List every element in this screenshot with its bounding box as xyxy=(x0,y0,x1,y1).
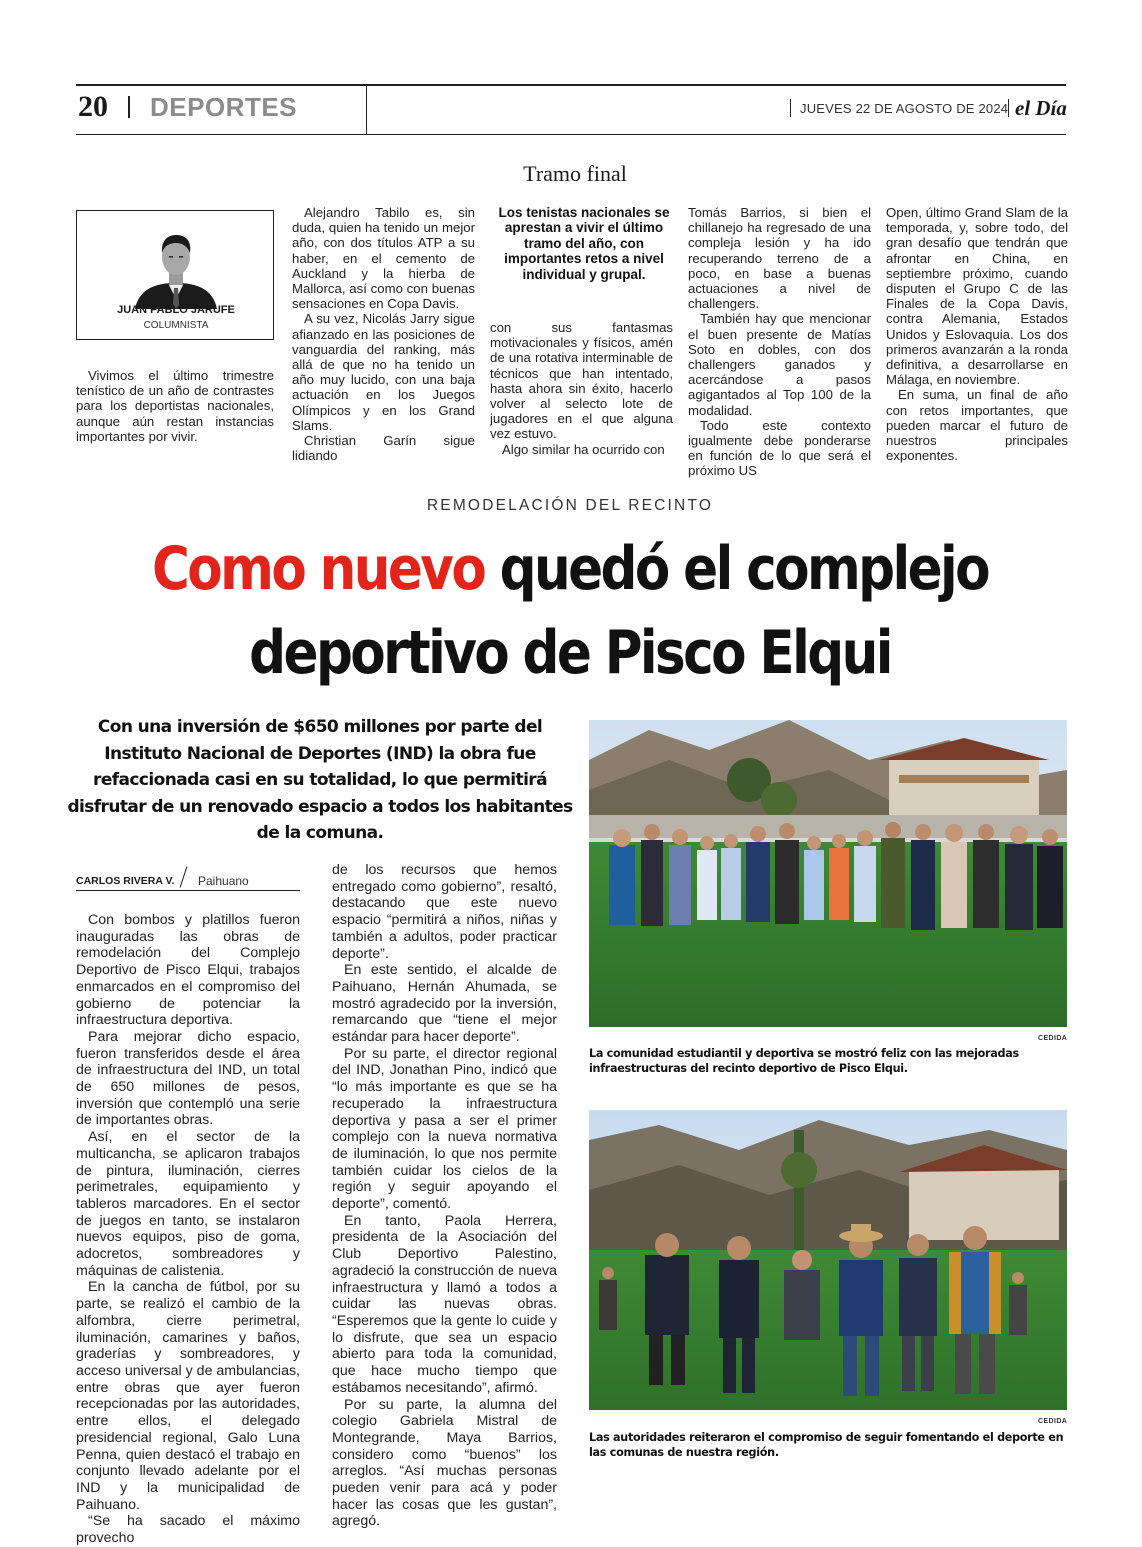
masthead-divider xyxy=(1008,99,1009,117)
header-top-rule xyxy=(76,84,1066,86)
story-headline xyxy=(106,527,1035,695)
column-text-col-2 xyxy=(292,205,475,463)
headline-text: quedó el complejo xyxy=(484,534,989,604)
column-paragraph: Christian Garín sigue lidiando xyxy=(292,433,475,464)
photo-group-students-image xyxy=(589,720,1067,1027)
section-name: DEPORTES xyxy=(150,92,298,122)
columnist-name: JUAN PABLO JARUFE xyxy=(117,304,235,316)
column-text-col-3 xyxy=(490,320,673,457)
column-intro xyxy=(76,368,274,444)
story-column-1 xyxy=(76,912,300,1547)
page-number-divider xyxy=(128,96,130,118)
column-text-col-5 xyxy=(886,205,1068,463)
column-paragraph: Todo este contexto igualmente debe ponderarse en función de lo que será el próximo US xyxy=(688,417,871,479)
header-bottom-rule xyxy=(76,134,1066,135)
story-paragraph: de los recursos que hemos entregado como gobierno”, resaltó, destacando que este nuevo espacio “permitirá a niños, niñas y también a adultos, poder practicar deporte”. xyxy=(332,862,557,962)
story-paragraph: “Se ha sacado el máximo provecho xyxy=(76,1513,300,1547)
column-paragraph: Alejandro Tabilo es, sin duda, quien ha tenido un mejor año, con dos títulos ATP a su haber, en el cemento de Auckland y la hierba de Mallorca, así como con buenas sensaciones en Copa Davis. xyxy=(292,205,475,312)
columnist-box xyxy=(76,210,274,340)
photo-1-caption: La comunidad estudiantil y deportiva se mostró feliz con las mejoradas infraestructuras del recinto deportivo de Pisco Elqui. xyxy=(589,1047,1019,1075)
byline-location: Paihuano xyxy=(198,874,249,888)
issue-date: JUEVES 22 DE AGOSTO DE 2024 xyxy=(800,101,1009,116)
photo-group-students xyxy=(589,720,1067,1027)
column-paragraph: A su vez, Nicolás Jarry sigue afianzado en las posiciones de vanguardia del ranking, más allá de que no ha tenido un año muy lucido, con una baja actuación en los Juegos Olímpicos y en los Grand Slams. xyxy=(292,311,475,433)
column-intro-paragraph: Vivimos el último trimestre tenístico de un año de contrastes para los deportistas nacionales, aunque aún restan instancias importantes por vivir. xyxy=(76,368,274,444)
story-column-2 xyxy=(332,862,557,1530)
story-paragraph: Por su parte, el director regional del IND, Jonathan Pino, indicó que “lo más importante es que se ha recuperado la infraestructura deportiva y pasa a ser el primer complejo con la nueva normativa de iluminación, lo que nos permite también cuidar los cielos de la región y seguir apoyando el deporte”, comentó. xyxy=(332,1045,557,1213)
date-divider xyxy=(790,99,791,117)
story-paragraph: Con bombos y platillos fueron inauguradas las obras de remodelación del Complejo Deportivo de Pisco Elqui, trabajos enmarcados en el compromiso del gobierno de potenciar la infraestructura deportiva. xyxy=(76,912,300,1029)
story-paragraph: En tanto, Paola Herrera, presidenta de la Asociación del Club Deportivo Palestino, agradeció la construcción de nueva infraestructura y llamó a todos a cuidar las nuevas obras. “Esperemos que la gente lo cuide y lo disfrute, que sea un espacio abierto para toda la comunidad, que hace mucho tiempo que estábamos necesitando”, afirmó. xyxy=(332,1212,557,1396)
story-kicker: REMODELACIÓN DEL RECINTO xyxy=(426,497,714,514)
columnist-portrait xyxy=(131,225,221,309)
header-vertical-rule xyxy=(366,84,367,134)
column-paragraph: con sus fantasmas motivacionales y físicos, amén de una rotativa interminable de técnicos que han intentado, hasta ahora sin éxito, hacerlo volver al selecto lote de jugadores en el que alguna vez estuvo. xyxy=(490,320,673,442)
photo-2-caption: Las autoridades reiteraron el compromiso de seguir fomentando el deporte en las comunas de nuestra región. xyxy=(589,1431,1064,1459)
byline-author: CARLOS RIVERA V. xyxy=(76,875,175,887)
story-paragraph: En la cancha de fútbol, por su parte, se realizó el cambio de la alfombra, cierre perimetral, iluminación, camarines y baños, graderías y sombreadores, y acceso universal y de ambulancias, entre obras que ayer fueron recepcionadas por las autoridades, entre ellos, el delegado presidencial regional, Galo Luna Penna, quien destacó el trabajo en conjunto llevado adelante por el IND y la municipalidad de Paihuano. xyxy=(76,1279,300,1513)
story-paragraph: Así, en el sector de la multicancha, se aplicaron trabajos de pintura, iluminación, cierres perimetrales, equipamiento y tableros marcadores. En el sector de juegos en tanto, se instalaron nuevos equipos, piso de goma, adocretos, sombreadores y máquinas de calistenia. xyxy=(76,1129,300,1279)
headline-line-1 xyxy=(106,527,1035,611)
column-kicker: Tramo final xyxy=(523,161,627,186)
photo-1-credit: CEDIDA xyxy=(1038,1035,1068,1042)
column-paragraph: Open, último Grand Slam de la temporada, y, sobre todo, del gran desafío que tendrán que afrontar en China, en septiembre próximo, cuando disputen el Grupo C de las Finales de la Copa Davis, contra Alemania, Estados Unidos y Eslovaquia. Los dos primeros avanzarán a la ronda definitiva, a desarrollarse en Málaga, en noviembre. xyxy=(886,205,1068,388)
columnist-role: COLUMNISTA xyxy=(143,320,209,331)
photo-authorities xyxy=(589,1110,1067,1410)
story-paragraph: Por su parte, la alumna del colegio Gabriela Mistral de Montegrande, Maya Barrios, considero como “buenos” los arreglos. “Así muchas personas pueden venir para acá y poder hacer las cosas que les gustan”, agregó. xyxy=(332,1396,557,1530)
headline-highlight: Como nuevo xyxy=(151,534,485,604)
story-paragraph: En este sentido, el alcalde de Paihuano, Hernán Ahumada, se mostró agradecido por la inversión, remarcando que “tiene el mejor estándar para hacer deporte”. xyxy=(332,962,557,1046)
column-paragraph: En suma, un final de año con retos importantes, que pueden marcar el futuro de nuestros principales exponentes. xyxy=(886,387,1068,464)
column-text-col-4 xyxy=(688,205,871,479)
byline-separator xyxy=(180,866,188,887)
newspaper-logo: el Día xyxy=(1015,96,1067,120)
photo-2-credit: CEDIDA xyxy=(1038,1418,1068,1425)
column-deck: Los tenistas nacionales se aprestan a vivir el último tramo del año, con importantes retos a nivel individual y grupal. xyxy=(498,205,670,282)
column-paragraph: También hay que mencionar el buen presente de Matías Soto en dobles, con dos challengers ganados y acercándose a pasos agigantados al Top 100 de la modalidad. xyxy=(688,311,871,418)
page-number: 20 xyxy=(78,90,108,123)
headline-line-2: deportivo de Pisco Elqui xyxy=(249,618,891,688)
photo-authorities-image xyxy=(589,1110,1067,1410)
story-paragraph: Para mejorar dicho espacio, fueron transferidos desde el área de infraestructura del IND, un total de 650 millones de pesos, inversión que contempló una serie de importantes obras. xyxy=(76,1028,300,1129)
column-paragraph: Algo similar ha ocurrido con xyxy=(502,441,665,457)
byline-rule xyxy=(76,890,300,891)
column-paragraph: Tomás Barrios, si bien el chillanejo ha regresado de una compleja lesión y ha ido recuperando terreno de a poco, en base a buenas actuaciones a nivel de challengers. xyxy=(688,205,871,312)
story-deck: Con una inversión de $650 millones por parte del Instituto Nacional de Deportes (IND) la obra fue refaccionada casi en su totalidad, lo que permitirá disfrutar de un renovado espacio a todos los habitantes de la comuna. xyxy=(67,717,573,843)
